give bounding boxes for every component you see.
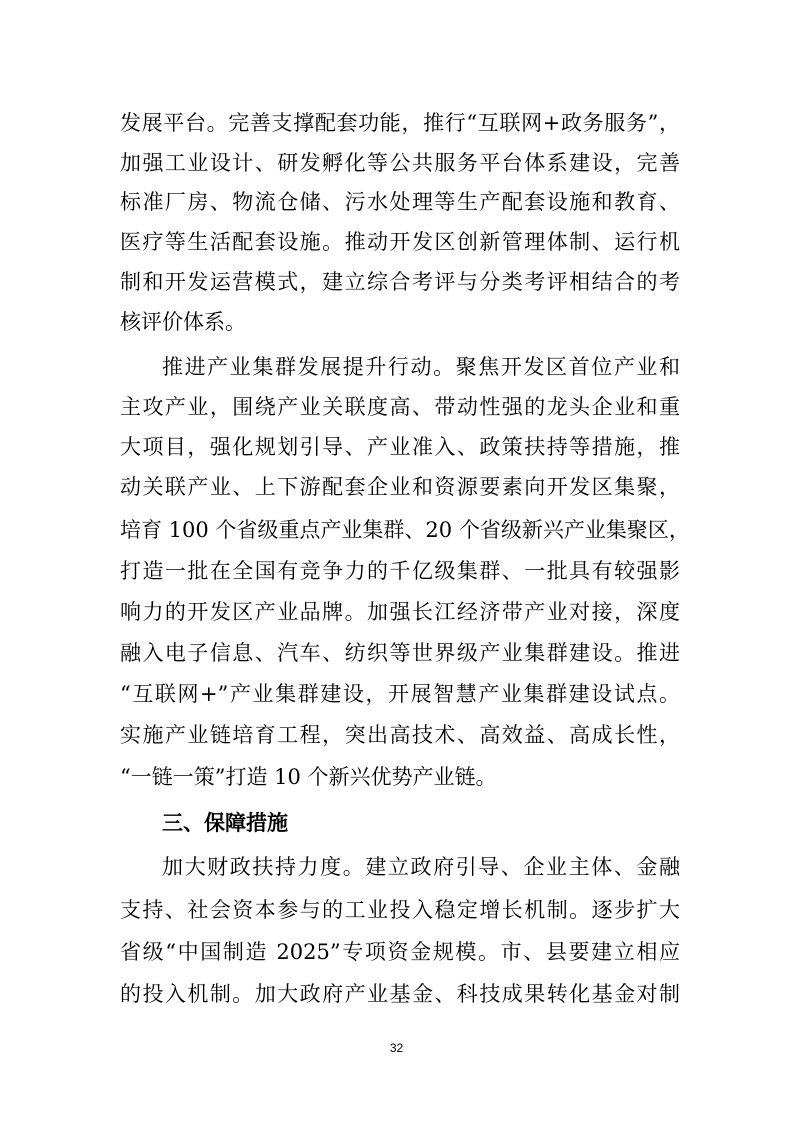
text-line: 发展平台。完善支撑配套功能，推行“互联网+政务服务”， [120,111,680,135]
text-line: 省级“中国制造 2025”专项资金规模。市、县要建立相应 [120,940,680,964]
text-line: 推进产业集群发展提升行动。聚焦开发区首位产业和 [162,355,680,379]
text-line: “一链一策”打造 10 个新兴优势产业链。 [120,765,497,789]
text-line: 打造一批在全国有竞争力的千亿级集群、一批具有较强影 [120,559,680,583]
text-line: 培育 100 个省级重点产业集群、20 个省级新兴产业集聚区， [120,518,690,542]
text-line: 支持、社会资本参与的工业投入稳定增长机制。逐步扩大 [120,898,680,922]
text-line: 大项目，强化规划引导、产业准入、政策扶持等措施，推 [120,435,680,459]
text-line: 动关联产业、上下游配套企业和资源要素向开发区集聚， [120,475,680,499]
text-line: 主攻产业，围绕产业关联度高、带动性强的龙头企业和重 [120,395,680,419]
text-line: 加强工业设计、研发孵化等公共服务平台体系建设，完善 [120,151,680,175]
text-line: 医疗等生活配套设施。推动开发区创新管理体制、运行机 [120,230,680,254]
text-line: 标准厂房、物流仓储、污水处理等生产配套设施和教育、 [120,190,680,214]
text-line: 制和开发运营模式，建立综合考评与分类考评相结合的考 [120,270,680,294]
text-line: 加大财政扶持力度。建立政府引导、企业主体、金融 [162,855,680,879]
section-heading: 三、保障措施 [162,811,288,835]
text-line: 响力的开发区产业品牌。加强长江经济带产业对接，深度 [120,600,680,624]
text-line: 的投入机制。加大政府产业基金、科技成果转化基金对制 [120,982,680,1006]
text-line: 实施产业链培育工程，突出高技术、高效益、高成长性， [120,723,680,747]
page-number: 32 [389,1041,404,1055]
text-line: 融入电子信息、汽车、纺织等世界级产业集群建设。推进 [120,641,680,665]
text-line: “互联网+”产业集群建设，开展智慧产业集群建设试点。 [120,682,680,706]
text-line: 核评价体系。 [120,310,246,334]
